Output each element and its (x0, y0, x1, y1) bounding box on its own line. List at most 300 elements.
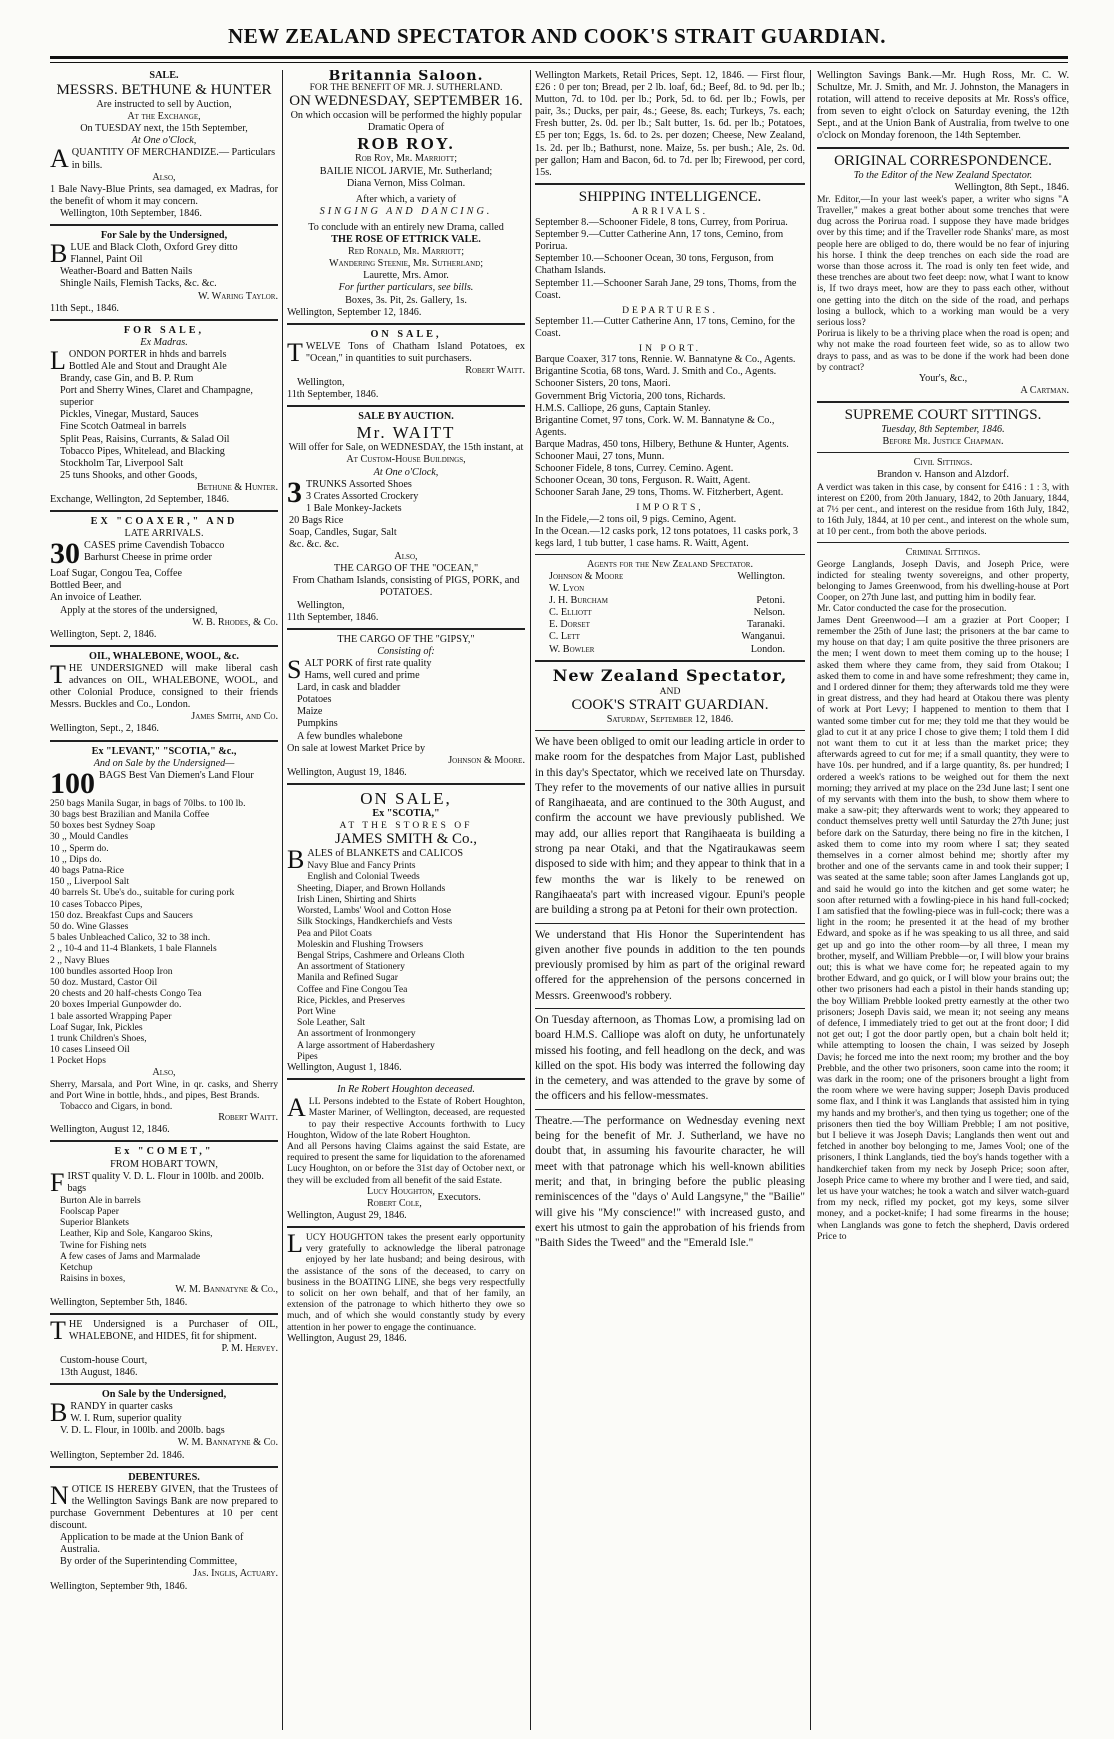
divider (50, 1140, 278, 1142)
ad-line: On TUESDAY next, the 15th September, (80, 123, 248, 135)
ad-item: Fine Scotch Oatmeal in barrels (60, 421, 187, 433)
ad-item-list (50, 1195, 278, 1285)
executors (287, 1186, 525, 1210)
ad-item: Bengal Strips, Cashmere and Orleans Cloth (297, 949, 465, 961)
ad-text: UCY HOUGHTON takes the present early opportunity very gratefully to acknowledge the liberal patronage enjoyed by her late husband; and being desirous, with the assistance of the sons of the deceased, to carry on business in the BOATING LINE, she begs very respectfully to solicit on her own behalf, and that of her family, an extension of the patronage to which hitherto they owe so much, and of which she would constantly study by every attention in her power to engage the continuance. (287, 1232, 525, 1333)
shipping-entry: Barque Coaxer, 317 tons, Rennie. W. Bannatyne & Co., Agents. (535, 354, 796, 366)
ad-line: After which, a variety of (355, 193, 457, 205)
agent-name: W. Bowler (549, 643, 595, 655)
agent-place: London. (750, 643, 785, 655)
ad-item: Potatoes (297, 694, 332, 706)
ad-heading: OIL, WHALEBONE, WOOL, &c. (89, 650, 239, 662)
ad-item: Split Peas, Raisins, Currants, & Salad Oil (60, 433, 230, 445)
drop-cap: B (287, 845, 305, 875)
editorial-paragraph: Theatre.—The performance on Wednesday evening next being for the benefit of Mr. J. Sutherland, we have no doubt that, in assuming his favourite character, he will meet with that patronage which his well-known abilities merit; and that, in bringing before the public pleasing reminiscences of the "days o' Auld Langsyne," the "Bailie" will give his "My conscience!" with increased gusto, and exert his utmost to gain the approbation of his friends from "Baith Sides the Tweed" and the "Emerald Isle." (535, 1114, 805, 1250)
divider (535, 1109, 805, 1110)
ad-line: ALES of BLANKETS and CALICOS (307, 848, 463, 860)
shipping-entry: September 11.—Schooner Sarah Jane, 29 tons, Thoms, from the Coast. (535, 277, 797, 301)
ad-item: 1 trunk Children's Shoes, (50, 1032, 147, 1044)
ad-line: To conclude with an entirely new Drama, called (308, 221, 504, 233)
ad-date: Wellington, Sept. 2, 1846. (50, 628, 157, 640)
ad-signature: Johnson & Moore. (448, 754, 525, 766)
cast-line: BAILIE NICOL JARVIE, Mr. Sutherland; (319, 165, 493, 177)
ad-item: 100 bundles assorted Hoop Iron (50, 965, 173, 977)
ad-item: 2 ,, Navy Blues (50, 954, 110, 966)
letter-closing: Your's, &c., (918, 373, 968, 384)
ad-item: Ketchup (60, 1262, 93, 1274)
court-text: George Langlands, Joseph Davis, and Joseph Price, were indicted for stealing twenty sovereigns, and other property, belonging to James Greenwood, from his dwelling-house at Port Cooper, on 27th June last, and putting him in bodily fear. (817, 558, 1069, 604)
ad-item: Worsted, Lambs' Wool and Cotton Hose (297, 905, 452, 917)
divider (287, 1226, 525, 1228)
divider (287, 783, 525, 785)
ad-item: Sole Leather, Salt (297, 1017, 366, 1029)
ad-item: Port and Sherry Wines, Claret and Champagne, superior (60, 385, 253, 409)
saloon-title: Britannia Saloon. (328, 70, 484, 84)
ad-heading: SALE BY AUCTION. (358, 411, 454, 423)
executor-name: Robert Cole, (367, 1197, 422, 1209)
agent-place: Wanganui. (741, 631, 785, 643)
subheading: Before Mr. Justice Chapman. (882, 436, 1004, 448)
ad-item: 20 Bags Rice (289, 514, 344, 526)
agent-row (549, 571, 785, 583)
ad-item: 2 ,, 10-4 and 11-4 Blankets, 1 bale Flannels (50, 943, 217, 955)
ad-item: 30 bags best Brazilian and Manila Coffee (50, 808, 210, 820)
arrivals-list (535, 217, 805, 302)
divider (287, 1078, 525, 1080)
ad-line: IRST quality V. D. L. Flour in 100lb. and 200lb. bags (67, 1170, 264, 1194)
ad-signature: W. Waring Taylor. (198, 290, 278, 302)
shipping-entry: September 9.—Cutter Catherine Ann, 17 tons, Cemino, from Porirua. (535, 229, 784, 253)
shipping-entry: H.M.S. Calliope, 26 guns, Captain Stanley. (535, 402, 711, 414)
ad-text: And all Persons having Claims against the said Estate, are required to present the same for liquidation to the aforenamed Lucy Houghton, on or before the 31st day of October next, or they will be excluded from all benefit of the said Estate. (287, 1140, 525, 1186)
ad-date: 11th Sept., 1846. (50, 302, 119, 314)
case-title: Brandon v. Hanson and Alzdorf. (877, 469, 1009, 481)
departures-list (535, 316, 805, 340)
ad-date: 13th August, 1846. (60, 1367, 138, 1379)
ad-item: V. D. L. Flour, in 100lb. and 200lb. bags (60, 1425, 225, 1437)
agents-heading: Agents for the New Zealand Spectator. (586, 558, 754, 570)
cast-line: Wandering Steenie, Mr. Sutherland; (328, 258, 484, 270)
ad-text: QUANTITY OF MERCHANDIZE.— Particulars in bills. (71, 147, 276, 171)
shipping-entry: Schooner Fidele, 8 tons, Currey. Cemino. Agent. (535, 463, 734, 475)
ad-line: FOR THE BENEFIT OF MR. J. SUTHERLAND. (309, 82, 503, 94)
agent-row (549, 583, 785, 595)
drop-cap: S (287, 654, 302, 684)
agent-place: Wellington. (737, 571, 785, 582)
letter-text: Mr. Editor,—In your last week's paper, a writer who signs "A Traveller," makes a great bother about some trenches that were dug across the Porirua road. I suppose they have made bridges over by this time; and if the Traveller rode Shanks' mare, as most people here are obliged to do, there would be no fear of injuring his horse. I think the deep trenches on each side the road are worse than those across it. The road is only ten feet wide, and these trenches are about two feet deep: now, what I want to know is, If two drays meet, how are they to pass each other, without one getting into the ditch on the side of the road, and perhaps losing a bullock, which to a working man would be a very serious loss? (817, 193, 1069, 328)
agent-row (549, 619, 785, 631)
ad-firm: MESSRS. BETHUNE & HUNTER (56, 82, 272, 99)
ad-item-list (287, 475, 525, 552)
ad-item: Superior Blankets (60, 1217, 130, 1229)
cast-line: Red Ronald, Mr. Marriott; (347, 246, 465, 258)
drop-number: 100 (50, 766, 95, 800)
agent-place: Petoni. (756, 595, 785, 607)
ad-item: Leather, Kip and Sole, Kangaroo Skins, (60, 1228, 213, 1240)
ad-line: Also, (394, 551, 418, 563)
paper-and: AND (659, 685, 681, 697)
editorial-paragraph: We have been obliged to omit our leading article in order to make room for the despatches from Major Last, published in this day's Spectator, which we received late on Thursday. They refer to the movements of our native allies in pursuit of Rangihaeata, and are continued to the 30th August, and confirm the account we have previously published. We may add, our allies report that Rangihaeata is building a strong pa near Otaki, and that the Ngatiraukawas seem disposed to side with him; and they appear to think that in a few months the war is likely to be renewed on Rangihaeata's part with increased vigour. Epuni's people are building a strong pa at Petoni for their own protection. (535, 735, 805, 917)
ad-line: BAGS Best Van Diemen's Land Flour (99, 769, 254, 781)
divider (535, 1008, 805, 1009)
divider (535, 554, 805, 555)
ad-date: Wellington, August 1, 1846. (287, 1061, 402, 1073)
ad-item: 20 chests and 20 half-chests Congo Tea (50, 988, 202, 1000)
ad-item: 10 cases Linseed Oil (50, 1044, 130, 1056)
ad-item: Pea and Pilot Coats (297, 927, 372, 939)
ad-item-list (50, 1413, 278, 1437)
ad-signature: Robert Waitt. (218, 1112, 278, 1124)
ad-line: From Chatham Islands, consisting of PIGS, PORK, and POTATOES. (292, 575, 520, 599)
ad-item: 25 tuns Shooks, and other Goods, (60, 469, 198, 481)
divider (50, 740, 278, 742)
ad-line: By order of the Superintending Committee, (60, 1556, 238, 1568)
divider (535, 660, 805, 662)
section-heading: SUPREME COURT SITTINGS. (844, 407, 1042, 424)
ad-line: Will offer for Sale, on WEDNESDAY, the 15th instant, at (288, 442, 524, 454)
ad-signature: Jas. Inglis, Actuary. (193, 1568, 278, 1580)
ad-line: Weather-Board and Batten Nails (60, 266, 193, 278)
ad-item: Tobacco Pipes, Whitelead, and Blacking (60, 445, 225, 457)
shipping-entry: Schooner Sisters, 20 tons, Maori. (535, 378, 671, 390)
divider (535, 923, 805, 924)
ad-signature: W. B. Rhodes, & Co. (192, 616, 278, 628)
ad-line: THE CARGO OF THE "OCEAN," (333, 563, 479, 575)
paper-subtitle: COOK'S STRAIT GUARDIAN. (571, 696, 769, 713)
shipping-entry: September 11.—Cutter Catherine Ann, 17 tons, Cemino, for the Coast. (535, 315, 795, 339)
agent-name: C. Elliott (549, 607, 592, 619)
ad-item: A few cases of Jams and Marmalade (60, 1250, 201, 1262)
ad-line: SINGING AND DANCING. (319, 205, 493, 217)
divider (50, 1466, 278, 1468)
ad-signature: W. M. Bannatyne & Co. (177, 1437, 278, 1449)
ad-date: Exchange, Wellington, 2d September, 1846. (50, 494, 230, 505)
in-port-list (535, 354, 805, 499)
ad-line: Wellington, (297, 599, 345, 611)
ad-item: 250 bags Manila Sugar, in bags of 70lbs. to 100 lb. (50, 797, 246, 809)
ad-item: Brandy, case Gin, and B. P. Rum (60, 373, 194, 385)
ad-line: LATE ARRIVALS. (124, 528, 204, 540)
divider (50, 510, 278, 512)
ad-line: ONDON PORTER in hhds and barrels (68, 348, 227, 360)
ad-date: Wellington, September 5th, 1846. (50, 1296, 188, 1308)
column-divider (282, 70, 283, 1730)
ad-item: 30 ,, Mould Candles (50, 831, 129, 843)
divider (50, 1313, 278, 1315)
ad-item: Bottled Beer, and (50, 580, 122, 592)
ad-date: Wellington, August 19, 1846. (287, 766, 407, 778)
divider (50, 645, 278, 647)
ad-item: Irish Linen, Shirting and Shirts (297, 893, 417, 905)
ad-heading: THE CARGO OF THE "GIPSY," (337, 633, 475, 645)
editorial-paragraph: We understand that His Honor the Superintendent has given another five pounds in addition to the ten pounds previously promised by him as part of the original reward offered for the apprehension of the persons concerned in Messrs. Greenwood's robbery. (535, 928, 805, 1002)
letter-signature: A Cartman. (1020, 385, 1069, 397)
court-text: James Dent Greenwood—I am a grazier at Port Cooper; I remember the 25th of June last; the prisoners at the bar came to my house on that day; I am quite positive the three prisoners are the men; I went down to meet them coming up to the house; I asked them where they came from, they said from Otakou; I asked them to come in and have some refreshment; they came in, and I ordered dinner for them; they afterwards told me they were in great distress, and they had heard at Otakou there was plenty of work at Port Levy; I happened to mention to them that I wanted some timber cut for me; they told me that they would be glad to cut it at any price I chose to give them; I told them I did not want them to cut it at less than the market price; they afterwards agreed to cut for me; if a small quantity, they were to have 10s. per hundred, and if a large quantity, 8s. per hundred; I ordered a week's rations to be weighed out for them the next morning; they arrived at my place on the 23d June last; I sent one of my servants with them into the bush, to show them where to make a saw-pit; they afterwards went to work; they appeared to conduct themselves pretty well until Saturday the 27th June; just before dark on the Saturday, there being no fire in the kitchen, I asked them to come into my room where I sat; they seated themselves in a corner almost behind me; shortly after my brother and one of the servants came in and took their supper; I was seated at the same table; soon after James Langlands got up, and said he would go into the kitchen and get some water; he soon after returned with a fowling-piece in his hand full-cocked; I am satisfied that the fowling-piece was in full-cock; there was a light in the room; he presented it at the head of my brother Edward, and spoke as if he was speaking to us all three, and said get up and go into the other room—by all three, I mean my brother, myself, and William Prebble—or, I will blow your brains out; this is what we have come for; he repeated again to my brother Edward, and go quick, or I will blow your brains out; the other two prisoners had each a pistol in their hands standing up; the boy William Prebble looked pretty earnestly at the other two prisoners; Joseph Davis said, we mean it; not seeing any means of defence, I immediately tried to get out at the front door; I did not get out; I got the door partly open, but a chain bolt held it; while attempting to loosen the chain, I was seized by Joseph Davis; he forced me into the next room; my brother and the boy Prebble, and the other two prisoners, soon came into the room; it was dark in the room; one of the prisoners brought a light from the room where we were having supper; Joseph Davis produced some flax, and I think it was Langlands that assisted him in tying my hands and my brother's, and then tying us together; one of the prisoners then tied the boy William Prebble; I am not positive, but I believe it was Joseph Davis; Langlands then went out and fetched in another boy belonging to me, James Vool; one of the prisoners, I think Langlands, tied the boy's hands together with a handkerchief taken from my neck by Joseph Price; soon after, Joseph Price came to where my brother and I were tied, and said, let us have your watches; he took a watch and silver watch-guard from my neck, rifled my pocket, got my keys, some silver money, and a pocket-knife; I had some firearms in the house; when Langlands was gone to fetch the shepherd, Davis ordered Price to (817, 614, 1069, 1242)
ad-signature: W. M. Bannatyne & Co., (175, 1284, 278, 1296)
ad-item: Pumpkins (297, 718, 338, 730)
ad-date: 11th September, 1846. (287, 389, 379, 401)
ad-item: A few bundles whalebone (297, 730, 403, 742)
divider (535, 730, 805, 731)
drop-cap: T (50, 659, 66, 689)
ad-item: Port Wine (297, 1005, 336, 1017)
column-1 (50, 70, 278, 1730)
column-divider (810, 70, 811, 1730)
ad-signature: P. M. Hervey. (221, 1342, 278, 1354)
agent-row (549, 644, 785, 656)
ad-line: CASES prime Cavendish Tobacco (84, 540, 225, 552)
ad-heading: ON SALE, (360, 788, 452, 808)
section-heading: ORIGINAL CORRESPONDENCE. (834, 152, 1052, 169)
agent-row (549, 607, 785, 619)
shipping-entry: In the Ocean.—12 casks pork, 12 tons potatoes, 11 casks pork, 3 kegs lard, 1 tub butter, 1 case hams. R. Waitt, Agent. (535, 525, 799, 549)
ad-line: Ex Madras. (140, 336, 188, 348)
ad-line: Tobacco and Cigars, in bond. (60, 1101, 173, 1113)
ad-signature: Robert Waitt. (465, 364, 525, 376)
subheading: DEPARTURES. (622, 304, 718, 316)
shipping-entry: Government Brig Victoria, 200 tons, Richards. (535, 390, 726, 402)
shipping-entry: Brigantine Comet, 97 tons, Cork. W. M. Bannatyne & Co., Agents. (535, 414, 775, 438)
shipping-entry: Schooner Ocean, 30 tons, Ferguson. R. Waitt, Agent. (535, 475, 751, 487)
agent-place: Taranaki. (746, 619, 785, 631)
divider (287, 628, 525, 630)
ad-line: Ex "SCOTIA," (372, 807, 440, 819)
ad-line: Consisting of: (377, 645, 435, 657)
ad-item: A large assortment of Haberdashery (297, 1039, 435, 1051)
ad-item: Hams, well cured and prime (304, 670, 420, 682)
ad-signature: Bethune & Hunter. (196, 481, 278, 493)
drop-cap: T (50, 1315, 66, 1345)
shipping-entry: Barque Madras, 450 tons, Hilbery, Bethune & Hunter, Agents. (535, 438, 789, 450)
ad-item: Soap, Candles, Sugar, Salt (289, 527, 397, 539)
drop-cap: B (50, 239, 68, 269)
ad-signature: James Smith, and Co. (191, 711, 278, 723)
ad-item: Loaf Sugar, Ink, Pickles (50, 1021, 143, 1033)
ad-text: Sherry, Marsala, and Port Wine, in qr. casks, and Sherry and Port Wine in bottle, hhds., and pipes, Best Brands. (50, 1078, 278, 1101)
cast-line: Laurette, Mrs. Amor. (363, 270, 449, 282)
ad-line: LUE and Black Cloth, Oxford Grey ditto (70, 242, 238, 254)
divider (817, 452, 1069, 453)
drop-number: 30 (50, 537, 80, 571)
savings-bank-notice: Wellington Savings Bank.—Mr. Hugh Ross, Mr. C. W. Schultze, Mr. J. Smith, and Mr. J. Johnston, the Managers in rotation, will attend to receive deposits at Mr. Ross's office, from seven to eight o'clock on Saturday evening, the 12th Sept., and at the Union Bank of Australia, from twelve to one o'clock on Monday forenoon, the 14th September. (817, 70, 1069, 142)
ad-item: 150 doz. Breakfast Cups and Saucers (50, 909, 193, 921)
ad-text: HE UNDERSIGNED will make liberal cash advances on OIL, WHALEBONE, WOOL, and other Colonial Produce, consigned to their friends Messrs. Buckles and Co., London. (50, 662, 278, 711)
ad-line: Apply at the stores of the undersigned, (60, 604, 218, 616)
ad-heading: EX "COAXER," AND (90, 516, 238, 528)
divider (50, 319, 278, 321)
ad-line: ON WEDNESDAY, SEPTEMBER 16. (289, 93, 523, 110)
ad-item: Pickles, Vinegar, Mustard, Sauces (60, 409, 199, 421)
ad-item: 40 bags Patna-Rice (50, 864, 125, 876)
ad-item: Coffee and Fine Congou Tea (297, 983, 408, 995)
ad-line: At One o'Clock, (373, 466, 439, 478)
paper-title: New Zealand Spectator, (552, 665, 788, 685)
ad-text: WELVE Tons of Chatham Island Potatoes, ex "Ocean," in quantities to suit purchasers. (305, 340, 525, 364)
market-prices: Wellington Markets, Retail Prices, Sept. 12, 1846. — First flour, £26 : 0 per ton; Bread, per 2 lb. loaf, 6d.; Beef, 8d. to 9d. per lb.; Mutton, 7d. to 10d. per lb.; Pork, 5d. to 6d. per lb.; Fowls, per pair, 3s.; Ducks, per pair, 4s.; Geese, 8s. each; Turkeys, 7s. each; Fresh butter, 2s. 0d. per lb.; Salt butter, 1s. 6d. per lb.; Potatoes, £5 per ton; Eggs, 1s. 6d. to 2s. per dozen; Cheese, New Zealand, 1s. 2d. per lb.; Bathurst, none. Maize, 5s. per bush.; Ale, 2s. 0d. per gallon; Ham and Bacon, 6d. to 7d. per lb; Firewood, per cord, 15s. (535, 70, 805, 178)
shipping-entry: Brigantine Scotia, 68 tons, Ward. J. Smith and Co., Agents. (535, 366, 777, 378)
editorial-paragraph: On Tuesday afternoon, as Thomas Low, a promising lad on board H.M.S. Calliope was aloft on duty, he unfortunately missed his footing, and fell headlong on the deck, and was killed on the spot. His body was interred the following day in the cemetery, and was attended to the grave by some of the officers and his fellow-messmates. (535, 1014, 805, 1103)
ad-line: Shingle Nails, Flemish Tacks, &c. &c. (60, 278, 217, 290)
ad-date: Wellington, August 29, 1846. (287, 1332, 407, 1344)
ad-item-list (50, 798, 278, 1067)
ad-item: Maize (297, 706, 323, 718)
ad-item: 10 cases Tobacco Pipes, (50, 898, 143, 910)
divider (817, 542, 1069, 543)
shipping-entry: Schooner Sarah Jane, 29 tons, Thoms. W. Fitzherbert, Agent. (535, 487, 784, 499)
ad-item: TRUNKS Assorted Shoes (306, 478, 412, 490)
drop-cap: L (50, 345, 66, 375)
ad-line: Wellington, (297, 377, 345, 389)
subheading: IMPORTS, (636, 502, 704, 514)
ad-item: 40 barrels St. Ube's do., suitable for curing pork (50, 887, 235, 899)
ad-heading: In Re Robert Houghton deceased. (337, 1084, 475, 1096)
ad-line: At Custom-House Buildings, (346, 454, 466, 466)
ad-item: 150 ,, Liverpool Salt (50, 876, 130, 888)
ad-heading: ON SALE, (370, 328, 442, 340)
subheading: IN PORT. (638, 343, 702, 355)
ad-item: Foolscap Paper (60, 1206, 119, 1218)
masthead-rule (50, 56, 1068, 59)
drop-cap: B (50, 1398, 68, 1428)
ad-item: Bottled Ale and Stout and Draught Ale (68, 360, 227, 372)
subheading: Tuesday, 8th September, 1846. (881, 424, 1005, 436)
executor-name: Lucy Houghton, (367, 1185, 435, 1197)
ad-text: HE Undersigned is a Purchaser of OIL, WHALEBONE, and HIDES, fit for shipment. (68, 1318, 278, 1342)
column-divider (530, 70, 531, 1730)
drop-cap: A (287, 1093, 306, 1123)
ad-item: 20 boxes Imperial Gunpowder do. (50, 999, 182, 1011)
paper-date: Saturday, September 12, 1846. (606, 713, 734, 725)
ad-line: On sale at lowest Market Price by (287, 742, 426, 754)
ad-item: Raisins in boxes, (60, 1273, 126, 1285)
drop-cap: T (287, 337, 303, 367)
ad-item: 50 doz. Mustard, Castor Oil (50, 976, 158, 988)
ad-date: 11th September, 1846. (287, 611, 379, 623)
ad-item: Sheeting, Diaper, and Brown Hollands (297, 882, 446, 894)
ad-item: English and Colonial Tweeds (307, 871, 420, 883)
letter-text: Porirua is likely to be a thriving place when the road is open; and why not make the road fourteen feet wide, so as to allow two drays to pass, and as was to be done if the work had been done by contract? (817, 328, 1069, 373)
ad-line: On which occasion will be performed the highly popular Dramatic Opera of (290, 110, 522, 134)
ad-item: Loaf Sugar, Congou Tea, Coffee (50, 568, 183, 580)
column-4 (817, 70, 1069, 1730)
ad-text: 1 Bale Navy-Blue Prints, sea damaged, ex Madras, for the benefit of whom it may concern. (50, 183, 278, 207)
drop-cap: A (50, 144, 69, 174)
ad-heading: Ex "LEVANT," "SCOTIA," &c., (91, 745, 237, 757)
subheading: To the Editor of the New Zealand Spectator. (853, 169, 1033, 181)
ad-item-list (50, 568, 278, 604)
ad-item: An assortment of Ironmongery (297, 1028, 416, 1040)
ad-item-list (50, 361, 278, 482)
ad-date: Wellington, September 9th, 1846. (50, 1580, 188, 1592)
ad-item: Lard, in cask and bladder (297, 682, 401, 694)
agent-name: E. Dorset (549, 619, 590, 631)
ad-line: Also, (152, 171, 176, 183)
ad-line: AT THE STORES OF (339, 819, 473, 831)
subheading: Civil Sittings. (913, 457, 973, 469)
divider (817, 401, 1069, 403)
ad-heading: On Sale by the Undersigned, (101, 1389, 227, 1401)
ad-line: Are instructed to sell by Auction, (96, 99, 232, 111)
imports-list (535, 514, 805, 550)
agent-row (549, 595, 785, 607)
ad-date: Wellington, Sept., 2, 1846. (50, 723, 159, 735)
ad-date: Wellington, September 2d. 1846. (50, 1449, 185, 1461)
ad-item: Rice, Pickles, and Preserves (297, 994, 405, 1006)
ad-heading: Ex "COMET," (114, 1146, 214, 1158)
auctioneer-name: Mr. WAITT (356, 423, 456, 443)
ad-item: Silk Stockings, Handkerchiefs and Vests (297, 916, 453, 928)
ad-line: For further particulars, see bills. (338, 282, 474, 294)
ad-item: 50 do. Wine Glasses (50, 920, 129, 932)
ad-text: LL Persons indebted to the Estate of Robert Houghton, Master Mariner, of Wellington, deceased, are requested to pay their respective Accounts forthwith to Lucy Houghton, Widow of the late Robert Houghton. (287, 1096, 525, 1141)
divider (535, 183, 805, 185)
ad-item: 5 bales Unbleached Calico, 32 to 38 inch. (50, 932, 211, 944)
opera-title: ROB ROY. (357, 134, 455, 154)
divider (817, 147, 1069, 149)
ad-item: Navy Blue and Fancy Prints (307, 860, 416, 872)
drama-title: THE ROSE OF ETTRICK VALE. (331, 234, 481, 246)
section-heading: SHIPPING INTELLIGENCE. (578, 188, 762, 205)
agents-list (535, 571, 805, 656)
ad-firm: JAMES SMITH & Co., (334, 831, 478, 848)
ad-line: At the Exchange, (127, 111, 201, 123)
masthead-rule-thin (50, 62, 1068, 63)
ad-item: 50 boxes best Sydney Soap (50, 820, 155, 832)
ad-line: RANDY in quarter casks (70, 1401, 173, 1413)
agent-row (549, 631, 785, 643)
agent-place: Nelson. (753, 607, 785, 619)
divider (50, 1383, 278, 1385)
ad-item: Burton Ale in barrels (60, 1194, 141, 1206)
ad-heading: For Sale by the Undersigned, (100, 230, 228, 242)
ad-date: Wellington, September 12, 1846. (287, 306, 422, 318)
court-text: Mr. Cator conducted the case for the prosecution. (817, 603, 1007, 615)
ad-item: Twine for Fishing nets (60, 1239, 147, 1251)
ad-item-list (287, 670, 525, 743)
masthead-title: NEW ZEALAND SPECTATOR AND COOK'S STRAIT GUARDIAN. (228, 24, 886, 48)
ad-item: 1 bale assorted Wrapping Paper (50, 1010, 172, 1022)
ad-item: Moleskin and Flushing Trowsers (297, 938, 424, 950)
ad-line: Application to be made at the Union Bank of Australia. (60, 1532, 244, 1556)
court-text: A verdict was taken in this case, by consent for £416 : 1 : 3, with interest on £200, from 20th January, 1842, to 20th January, 1844, at 7½ per cent., and interest on the residue from 16th July, 1842, to 16th July, 1844, at 10 per cent., and interest on the whole sum, at 10 per cent., from both the above periods. (817, 481, 1069, 538)
letter-date: Wellington, 8th Sept., 1846. (954, 181, 1069, 193)
divider (287, 323, 525, 325)
ad-line: And on Sale by the Undersigned— (93, 757, 235, 769)
ad-item: W. I. Rum, superior quality (70, 1413, 182, 1425)
cast-line: Diana Vernon, Miss Colman. (346, 177, 466, 189)
ad-line: At One o'Clock, (131, 135, 197, 147)
ad-item: 3 Crates Assorted Crockery (306, 490, 419, 502)
subheading: ARRIVALS. (631, 205, 709, 217)
drop-cap: L (287, 1229, 303, 1259)
ad-item: Manila and Refined Sugar (297, 972, 398, 984)
ad-item: An invoice of Leather. (50, 592, 142, 604)
ad-item: An assortment of Stationery (297, 961, 405, 973)
shipping-entry: Schooner Maui, 27 tons, Munn. (535, 451, 665, 463)
ad-line: FROM HOBART TOWN, (110, 1158, 218, 1170)
ad-line: Boxes, 3s. Pit, 2s. Gallery, 1s. (345, 294, 467, 306)
ad-item: 10 ,, Dips do. (50, 853, 102, 865)
shipping-entry: In the Fidele,—2 tons oil, 9 pigs. Cemino, Agent. (535, 513, 737, 525)
ad-heading: DEBENTURES. (128, 1471, 200, 1483)
ad-item: &c. &c. &c. (289, 539, 340, 551)
ad-item: 1 Pocket Hops (50, 1055, 106, 1067)
divider (50, 224, 278, 226)
ad-line: Flannel, Paint Oil (70, 254, 143, 266)
agent-name: C. Lett (549, 631, 580, 643)
ad-date: Wellington, 10th September, 1846. (60, 207, 202, 219)
ad-line: ALT PORK of first rate quality (304, 657, 432, 669)
